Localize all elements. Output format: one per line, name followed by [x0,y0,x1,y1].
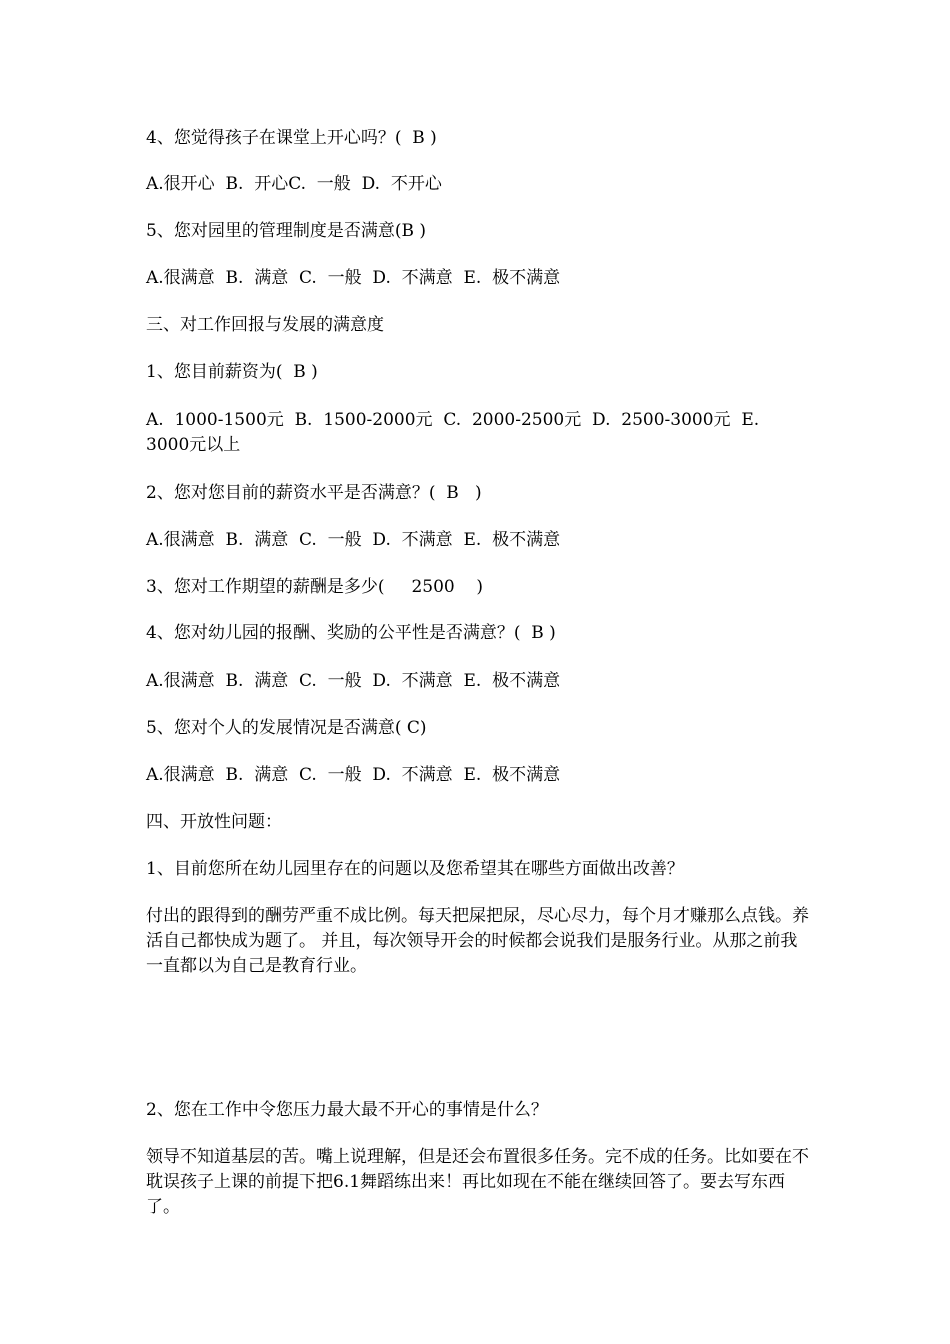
question-expected-salary: 3、您对工作期望的薪酬是多少( 2500 ) [146,577,483,597]
section-4-heading: 四、开放性问题： [146,812,282,832]
open-question-2: 2、您在工作中令您压力最大最不开心的事情是什么？ [146,1100,548,1120]
question-fairness: 4、您对幼儿园的报酬、奖励的公平性是否满意？( B ) [146,623,556,643]
salary-options-line-1: A. 1000-1500元 B. 1500-2000元 C. 2000-2500元 D. 2500-3000元 E. [146,410,760,430]
options-salary-satisfaction: A.很满意 B. 满意 C. 一般 D. 不满意 E. 极不满意 [146,530,561,550]
salary-options-line-2: 3000元以上 [146,435,241,455]
options-4: A.很开心 B. 开心C. 一般 D. 不开心 [146,174,442,194]
question-development: 5、您对个人的发展情况是否满意( C) [146,718,427,738]
question-4-happiness: 4、您觉得孩子在课堂上开心吗？( B ) [146,128,437,148]
question-salary-satisfaction: 2、您对您目前的薪资水平是否满意？( B ) [146,483,482,503]
options-5: A.很满意 B. 满意 C. 一般 D. 不满意 E. 极不满意 [146,268,561,288]
open-answer-1: 付出的跟得到的酬劳严重不成比例。每天把屎把尿，尽心尽力，每个月才赚那么点钱。养活自己都快成为题了。 并且，每次领导开会的时候都会说我们是服务行业。从那之前我一直都以为自己是教育行业。 [146,906,809,976]
options-fairness: A.很满意 B. 满意 C. 一般 D. 不满意 E. 极不满意 [146,671,561,691]
section-3-heading: 三、对工作回报与发展的满意度 [146,315,384,335]
open-question-1: 1、目前您所在幼儿园里存在的问题以及您希望其在哪些方面做出改善？ [146,859,684,879]
question-5-management: 5、您对园里的管理制度是否满意(B ) [146,221,426,241]
question-salary: 1、您目前薪资为( B ) [146,362,318,382]
open-answer-2: 领导不知道基层的苦。嘴上说理解，但是还会布置很多任务。完不成的任务。比如要在不耽误孩子上课的前提下把6.1舞蹈练出来！再比如现在不能在继续回答了。要去写东西了。 [146,1147,809,1217]
options-development: A.很满意 B. 满意 C. 一般 D. 不满意 E. 极不满意 [146,765,561,785]
